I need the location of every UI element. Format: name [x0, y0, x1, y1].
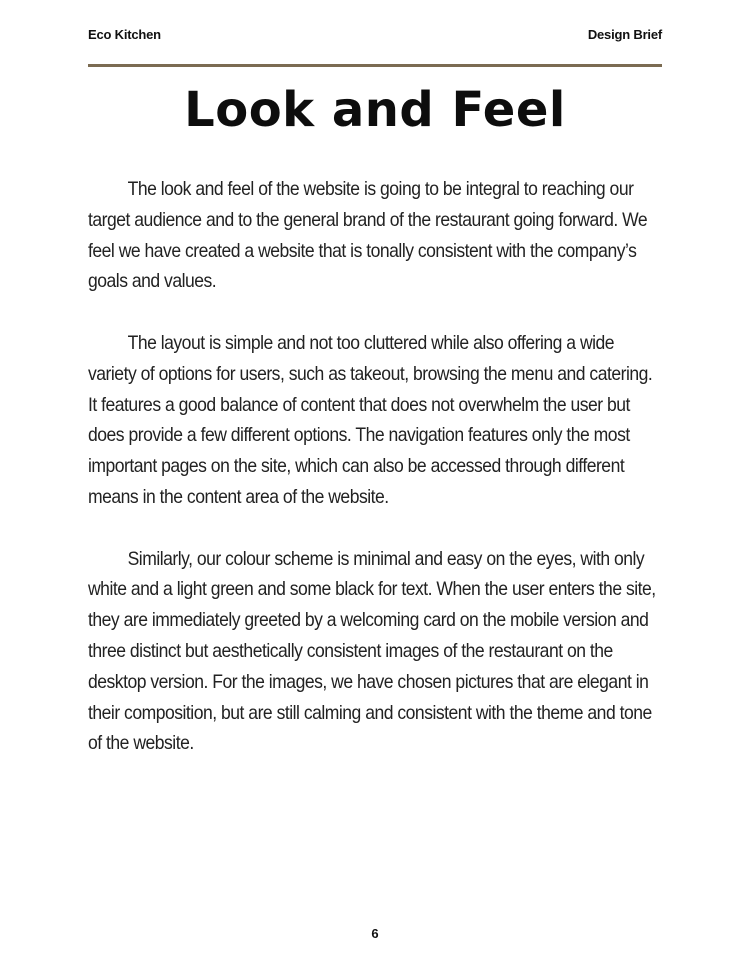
- header-divider: [88, 64, 662, 67]
- paragraph-colour-scheme: Similarly, our colour scheme is minimal and easy on the eyes, with only white and a light green and some black for text. When the user enters the site, they are immediately greeted by a welcoming card on the mobile version and three distinct but aesthetically consistent images of the restaurant on the desktop version. For the images, we have chosen pictures that are elegant in their composition, but are still calming and consistent with the theme and tone of the website.: [88, 547, 656, 755]
- page-title: Look and Feel: [184, 82, 566, 138]
- paragraph-look-and-feel: The look and feel of the website is going to be integral to reaching our target audience and to the general brand of the restaurant going forward. We feel we have created a website that is tonally consistent with the company’s goals and values.: [88, 178, 648, 293]
- header-document-type: Design Brief: [587, 27, 662, 42]
- header-brand: Eco Kitchen: [88, 27, 161, 42]
- paragraph-layout: The layout is simple and not too cluttered while also offering a wide variety of options for users, such as takeout, browsing the menu and catering. It features a good balance of content that does not overwhelm the user but does provide a few different options. The navigation features only the most important pages on the site, which can also be accessed through different means in the content area of the website.: [88, 331, 653, 508]
- page-number: 6: [371, 926, 379, 941]
- body-text: [88, 174, 662, 790]
